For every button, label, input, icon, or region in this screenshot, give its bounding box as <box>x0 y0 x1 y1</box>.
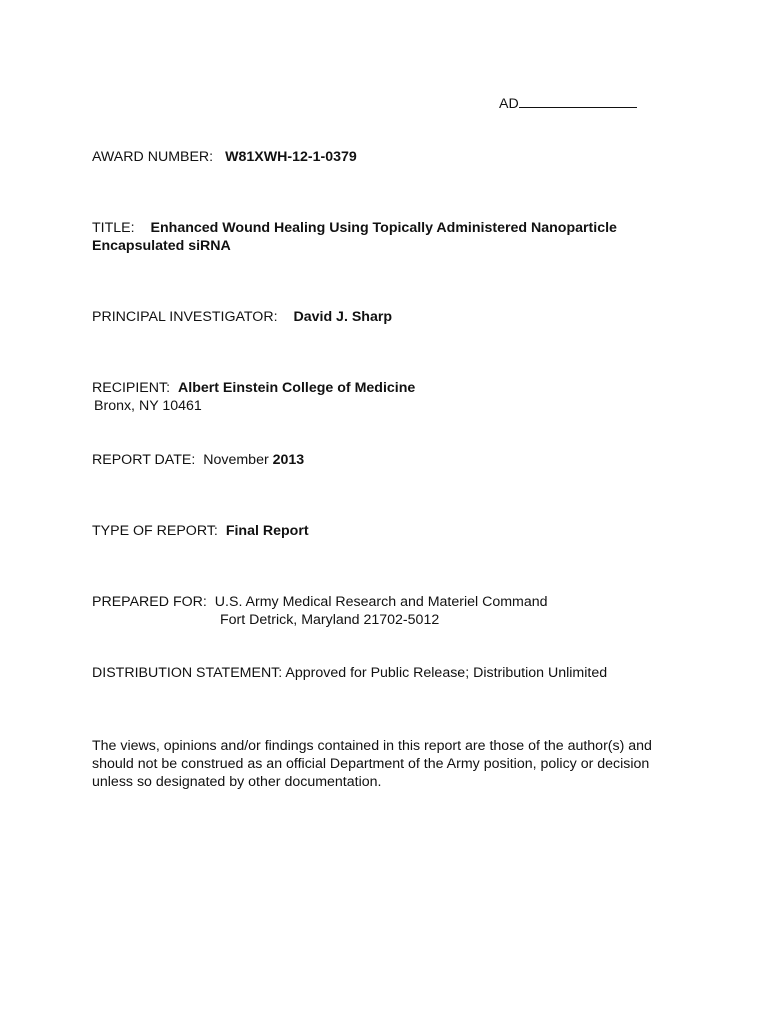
ad-blank-line <box>519 94 637 108</box>
distribution-value: Approved for Public Release; Distribution Unlimited <box>285 665 608 681</box>
disclaimer-line2: should not be construed as an official Department of the Army position, policy or decision <box>92 756 650 772</box>
ad-label: AD <box>499 96 519 112</box>
recipient-address: Bronx, NY 10461 <box>94 398 202 414</box>
disclaimer-paragraph <box>92 737 702 791</box>
report-type-label: TYPE OF REPORT: <box>92 523 218 539</box>
report-type-value: Final Report <box>225 523 309 539</box>
title-value-line2: Encapsulated siRNA <box>92 238 231 254</box>
principal-investigator-row <box>92 308 392 326</box>
ad-number-field <box>499 94 637 113</box>
title-row <box>92 219 617 237</box>
prepared-for-line2: Fort Detrick, Maryland 21702-5012 <box>220 612 440 628</box>
prepared-for-row <box>92 593 548 611</box>
principal-investigator-value: David J. Sharp <box>293 309 393 325</box>
principal-investigator-label: PRINCIPAL INVESTIGATOR: <box>92 309 278 325</box>
report-date-row <box>92 451 304 469</box>
report-type-row <box>92 522 309 540</box>
title-value-line1: Enhanced Wound Healing Using Topically Administered Nanoparticle <box>150 220 617 236</box>
report-date-month: November <box>203 452 269 468</box>
report-date-label: REPORT DATE: <box>92 452 196 468</box>
recipient-row <box>92 379 415 397</box>
title-label: TITLE: <box>92 220 135 236</box>
prepared-for-line1: U.S. Army Medical Research and Materiel Command <box>214 594 548 610</box>
recipient-value: Albert Einstein College of Medicine <box>178 380 416 396</box>
distribution-label: DISTRIBUTION STATEMENT: <box>92 665 283 681</box>
recipient-label: RECIPIENT: <box>92 380 171 396</box>
award-number-row <box>92 148 357 166</box>
disclaimer-line1: The views, opinions and/or findings contained in this report are those of the author(s) and <box>92 738 652 754</box>
report-date-year: 2013 <box>272 452 305 468</box>
award-number-label: AWARD NUMBER: <box>92 149 214 165</box>
award-number-value: W81XWH-12-1-0379 <box>225 149 357 165</box>
distribution-row <box>92 664 607 682</box>
disclaimer-line3: unless so designated by other documentation. <box>92 774 382 790</box>
prepared-for-label: PREPARED FOR: <box>92 594 207 610</box>
